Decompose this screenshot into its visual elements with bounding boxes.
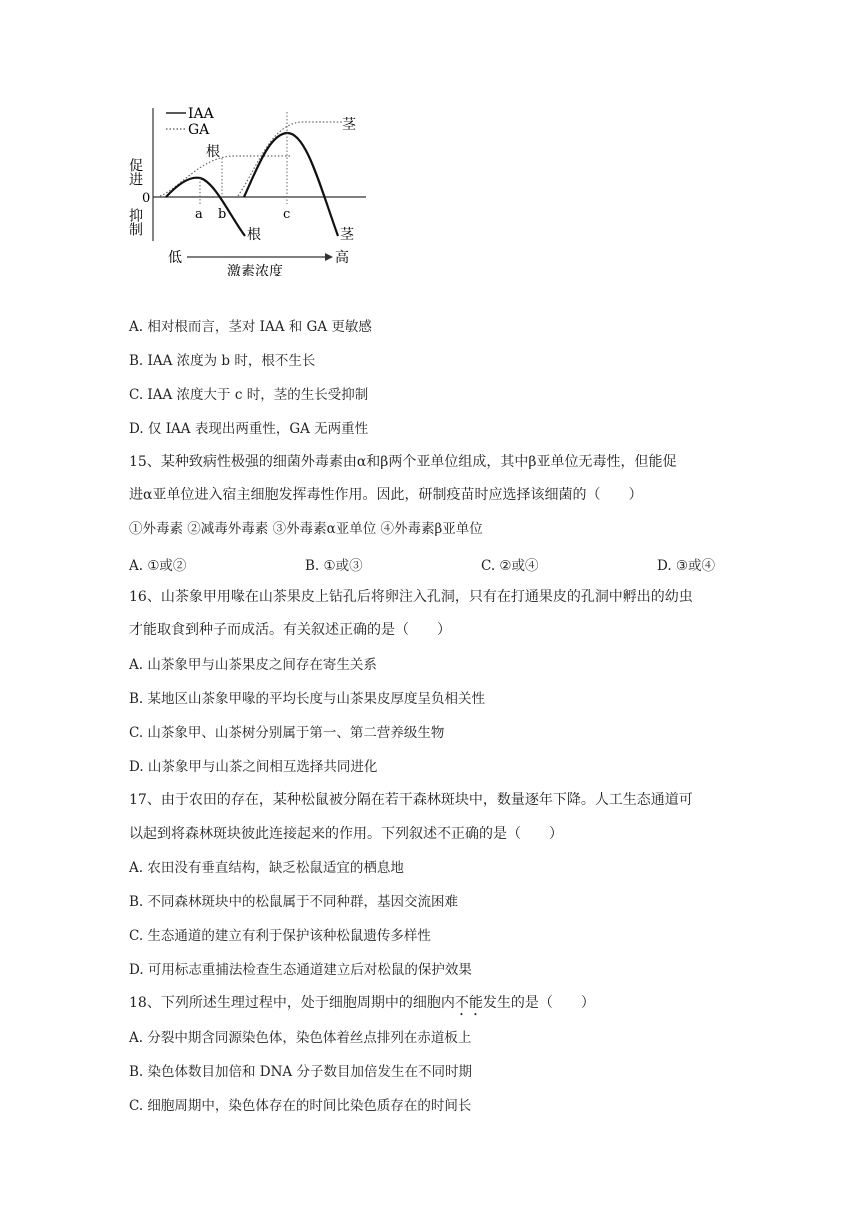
q15-option-b: B. ①或③	[305, 558, 363, 574]
q18-stem-before: 18、下列所述生理过程中，处于细胞周期中的细胞内	[129, 995, 455, 1011]
q15-stem-line2: 进α亚单位进入宿主细胞发挥毒性作用。因此，研制疫苗时应选择该细菌的（ ）	[129, 487, 643, 503]
label-stem-bottom: 茎	[340, 227, 354, 243]
q15-items: ①外毒素 ②减毒外毒素 ③外毒素α亚单位 ④外毒素β亚单位	[129, 521, 483, 537]
y-label-promote: 促进	[127, 158, 143, 186]
q15-option-a: A. ①或②	[129, 558, 187, 574]
label-root-bottom: 根	[247, 227, 261, 243]
label-root-top: 根	[206, 144, 220, 160]
q16-stem-line2: 才能取食到种子而成活。有关叙述正确的是（ ）	[129, 622, 451, 638]
q14-option-d: D. 仅 IAA 表现出两重性，GA 无两重性	[129, 421, 369, 437]
q17-option-b: B. 不同森林斑块中的松鼠属于不同种群，基因交流困难	[129, 894, 459, 910]
q14-option-b: B. IAA 浓度为 b 时，根不生长	[129, 353, 316, 369]
q18-option-b: B. 染色体数目加倍和 DNA 分子数目加倍发生在不同时期	[129, 1064, 472, 1080]
q15-option-c: C. ②或④	[481, 558, 539, 574]
q16-option-b: B. 某地区山茶象甲喙的平均长度与山茶果皮厚度呈负相关性	[129, 691, 486, 707]
x-low-label: 低	[168, 250, 182, 266]
label-stem-top: 茎	[342, 117, 356, 133]
iaa-stem-curve	[244, 133, 338, 236]
x-arrow-head	[325, 253, 333, 261]
legend-ga: GA	[188, 122, 210, 138]
tick-a: a	[195, 207, 203, 222]
hormone-curve-svg	[120, 96, 380, 276]
y-zero-label: 0	[142, 191, 151, 206]
iaa-root-curve	[166, 178, 245, 236]
q18-stem	[129, 994, 595, 1019]
tick-c: c	[283, 207, 291, 222]
q16-option-d: D. 山茶象甲与山茶之间相互选择共同进化	[129, 759, 378, 775]
q16-option-c: C. 山茶象甲、山茶树分别属于第一、第二营养级生物	[129, 725, 445, 741]
legend-iaa: IAA	[188, 106, 214, 122]
q17-stem-line1: 17、由于农田的存在，某种松鼠被分隔在若干森林斑块中，数量逐年下降。人工生态通道可	[129, 792, 693, 808]
y-label-inhibit: 抑制	[127, 208, 143, 236]
q17-stem-line2: 以起到将森林斑块彼此连接起来的作用。下列叙述不正确的是（ ）	[129, 826, 563, 842]
q17-option-c: C. 生态通道的建立有利于保护该种松鼠遗传多样性	[129, 928, 431, 944]
q18-stem-emphasis: 不能	[454, 995, 483, 1011]
q14-option-a: A. 相对根而言，茎对 IAA 和 GA 更敏感	[129, 319, 372, 335]
x-high-label: 高	[335, 250, 349, 266]
x-axis-label: 激素浓度	[227, 264, 283, 276]
q15-option-d: D. ③或④	[657, 558, 716, 574]
q18-option-a: A. 分裂中期含同源染色体，染色体着丝点排列在赤道板上	[129, 1030, 472, 1046]
hormone-curve-figure	[120, 96, 380, 276]
tick-b: b	[218, 207, 227, 222]
q18-stem-after: 发生的是（ ）	[482, 995, 595, 1011]
q15-stem-line1: 15、某种致病性极强的细菌外毒素由α和β两个亚单位组成，其中β亚单位无毒性，但能促	[129, 454, 677, 470]
q17-option-a: A. 农田没有垂直结构，缺乏松鼠适宜的栖息地	[129, 860, 404, 876]
q18-option-c: C. 细胞周期中，染色体存在的时间比染色质存在的时间长	[129, 1098, 472, 1114]
q16-stem-line1: 16、山茶象甲用喙在山茶果皮上钻孔后将卵注入孔洞，只有在打通果皮的孔洞中孵出的幼虫	[129, 589, 693, 605]
ga-root-curve	[160, 156, 292, 196]
q16-option-a: A. 山茶象甲与山茶果皮之间存在寄生关系	[129, 657, 377, 673]
q14-option-c: C. IAA 浓度大于 c 时，茎的生长受抑制	[129, 387, 369, 403]
q17-option-d: D. 可用标志重捕法检查生态通道建立后对松鼠的保护效果	[129, 962, 472, 978]
